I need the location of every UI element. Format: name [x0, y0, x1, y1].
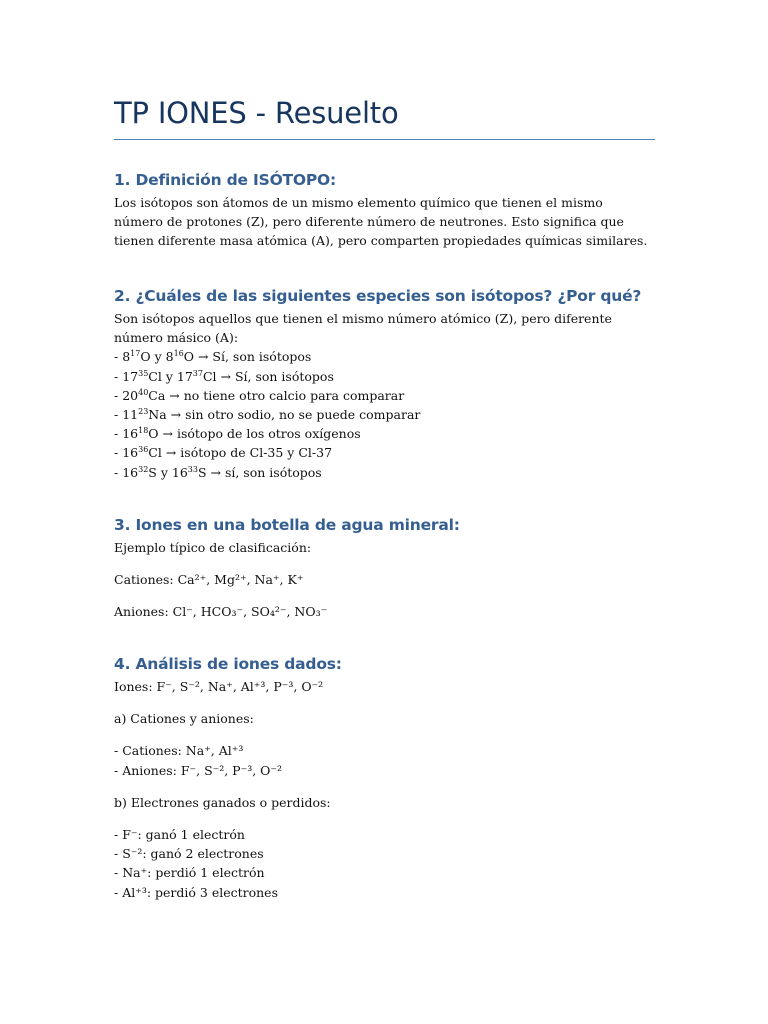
section-heading: 1. Definición de ISÓTOPO:	[114, 171, 337, 189]
list-item: - Cationes: Na⁺, Al⁺³	[114, 743, 244, 759]
list-item: - Al⁺³: perdió 3 electrones	[114, 884, 278, 900]
list-item: - $16^{32}S$ y $16^{33}S$ → sí, son isótopos	[114, 464, 322, 480]
list-item: - F⁻: ganó 1 electrón	[114, 827, 245, 843]
list-item: - S⁻²: ganó 2 electrones	[114, 846, 264, 862]
section-analisis-iones	[114, 655, 655, 902]
list-item: - $11^{23}Na \to \sin$ otro sodio, no se puede comparar	[114, 407, 421, 423]
section-heading: 3. Iones en una botella de agua mineral:	[114, 516, 460, 534]
list-item: - $16^{18}O$ → isótopo de los otros oxígenos	[114, 426, 361, 442]
list-item: - Na⁺: perdió 1 electrón	[114, 865, 265, 881]
section-isotopos-question	[114, 287, 655, 482]
iones-line: Iones: F⁻, S⁻², Na⁺, Al⁺³, P⁻³, O⁻²	[114, 679, 324, 694]
subsection-label: a) Cationes y aniones:	[114, 711, 254, 727]
list-item: - $8^{17}O$ y $8^{16}O$ → Sí, son isótopos	[114, 349, 312, 365]
section-intro: Son isótopos aquellos que tienen el mismo número atómico (Z), pero diferente número másico (A):	[114, 311, 612, 346]
page-title: TP IONES - Resuelto	[114, 96, 399, 130]
list-item: - $20^{40}Ca$ → no tiene otro calcio para comparar	[114, 387, 405, 403]
section-heading: 4. Análisis de iones dados:	[114, 655, 342, 673]
section-intro: Ejemplo típico de clasificación:	[114, 540, 312, 555]
section-body: Los isótopos son átomos de un mismo elemento químico que tienen el mismo número de protones (Z), pero diferente número de neutrones. Esto significa que tienen diferente masa atómica (A), pero comparten propiedades químicas similares.	[114, 195, 648, 249]
aniones-line: Aniones: Cl⁻, HCO₃⁻, SO₄²⁻, NO₃⁻	[114, 604, 328, 620]
list-item: - Aniones: F⁻, S⁻², P⁻³, O⁻²	[114, 762, 283, 778]
list-item: - $16^{36}Cl$ → isótopo de Cl-35 y Cl-37	[114, 445, 333, 461]
section-heading: 2. ¿Cuáles de las siguientes especies son isótopos? ¿Por qué?	[114, 287, 642, 305]
cationes-line: Cationes: Ca²⁺, Mg²⁺, Na⁺, K⁺	[114, 572, 304, 588]
title-divider	[114, 139, 655, 140]
list-item: - $17^{35}Cl$ y $17^{37}Cl$ → Sí, son isótopos	[114, 368, 334, 384]
subsection-label: b) Electrones ganados o perdidos:	[114, 794, 331, 810]
section-agua-mineral	[114, 516, 655, 622]
section-isotopo-definition	[114, 171, 655, 251]
